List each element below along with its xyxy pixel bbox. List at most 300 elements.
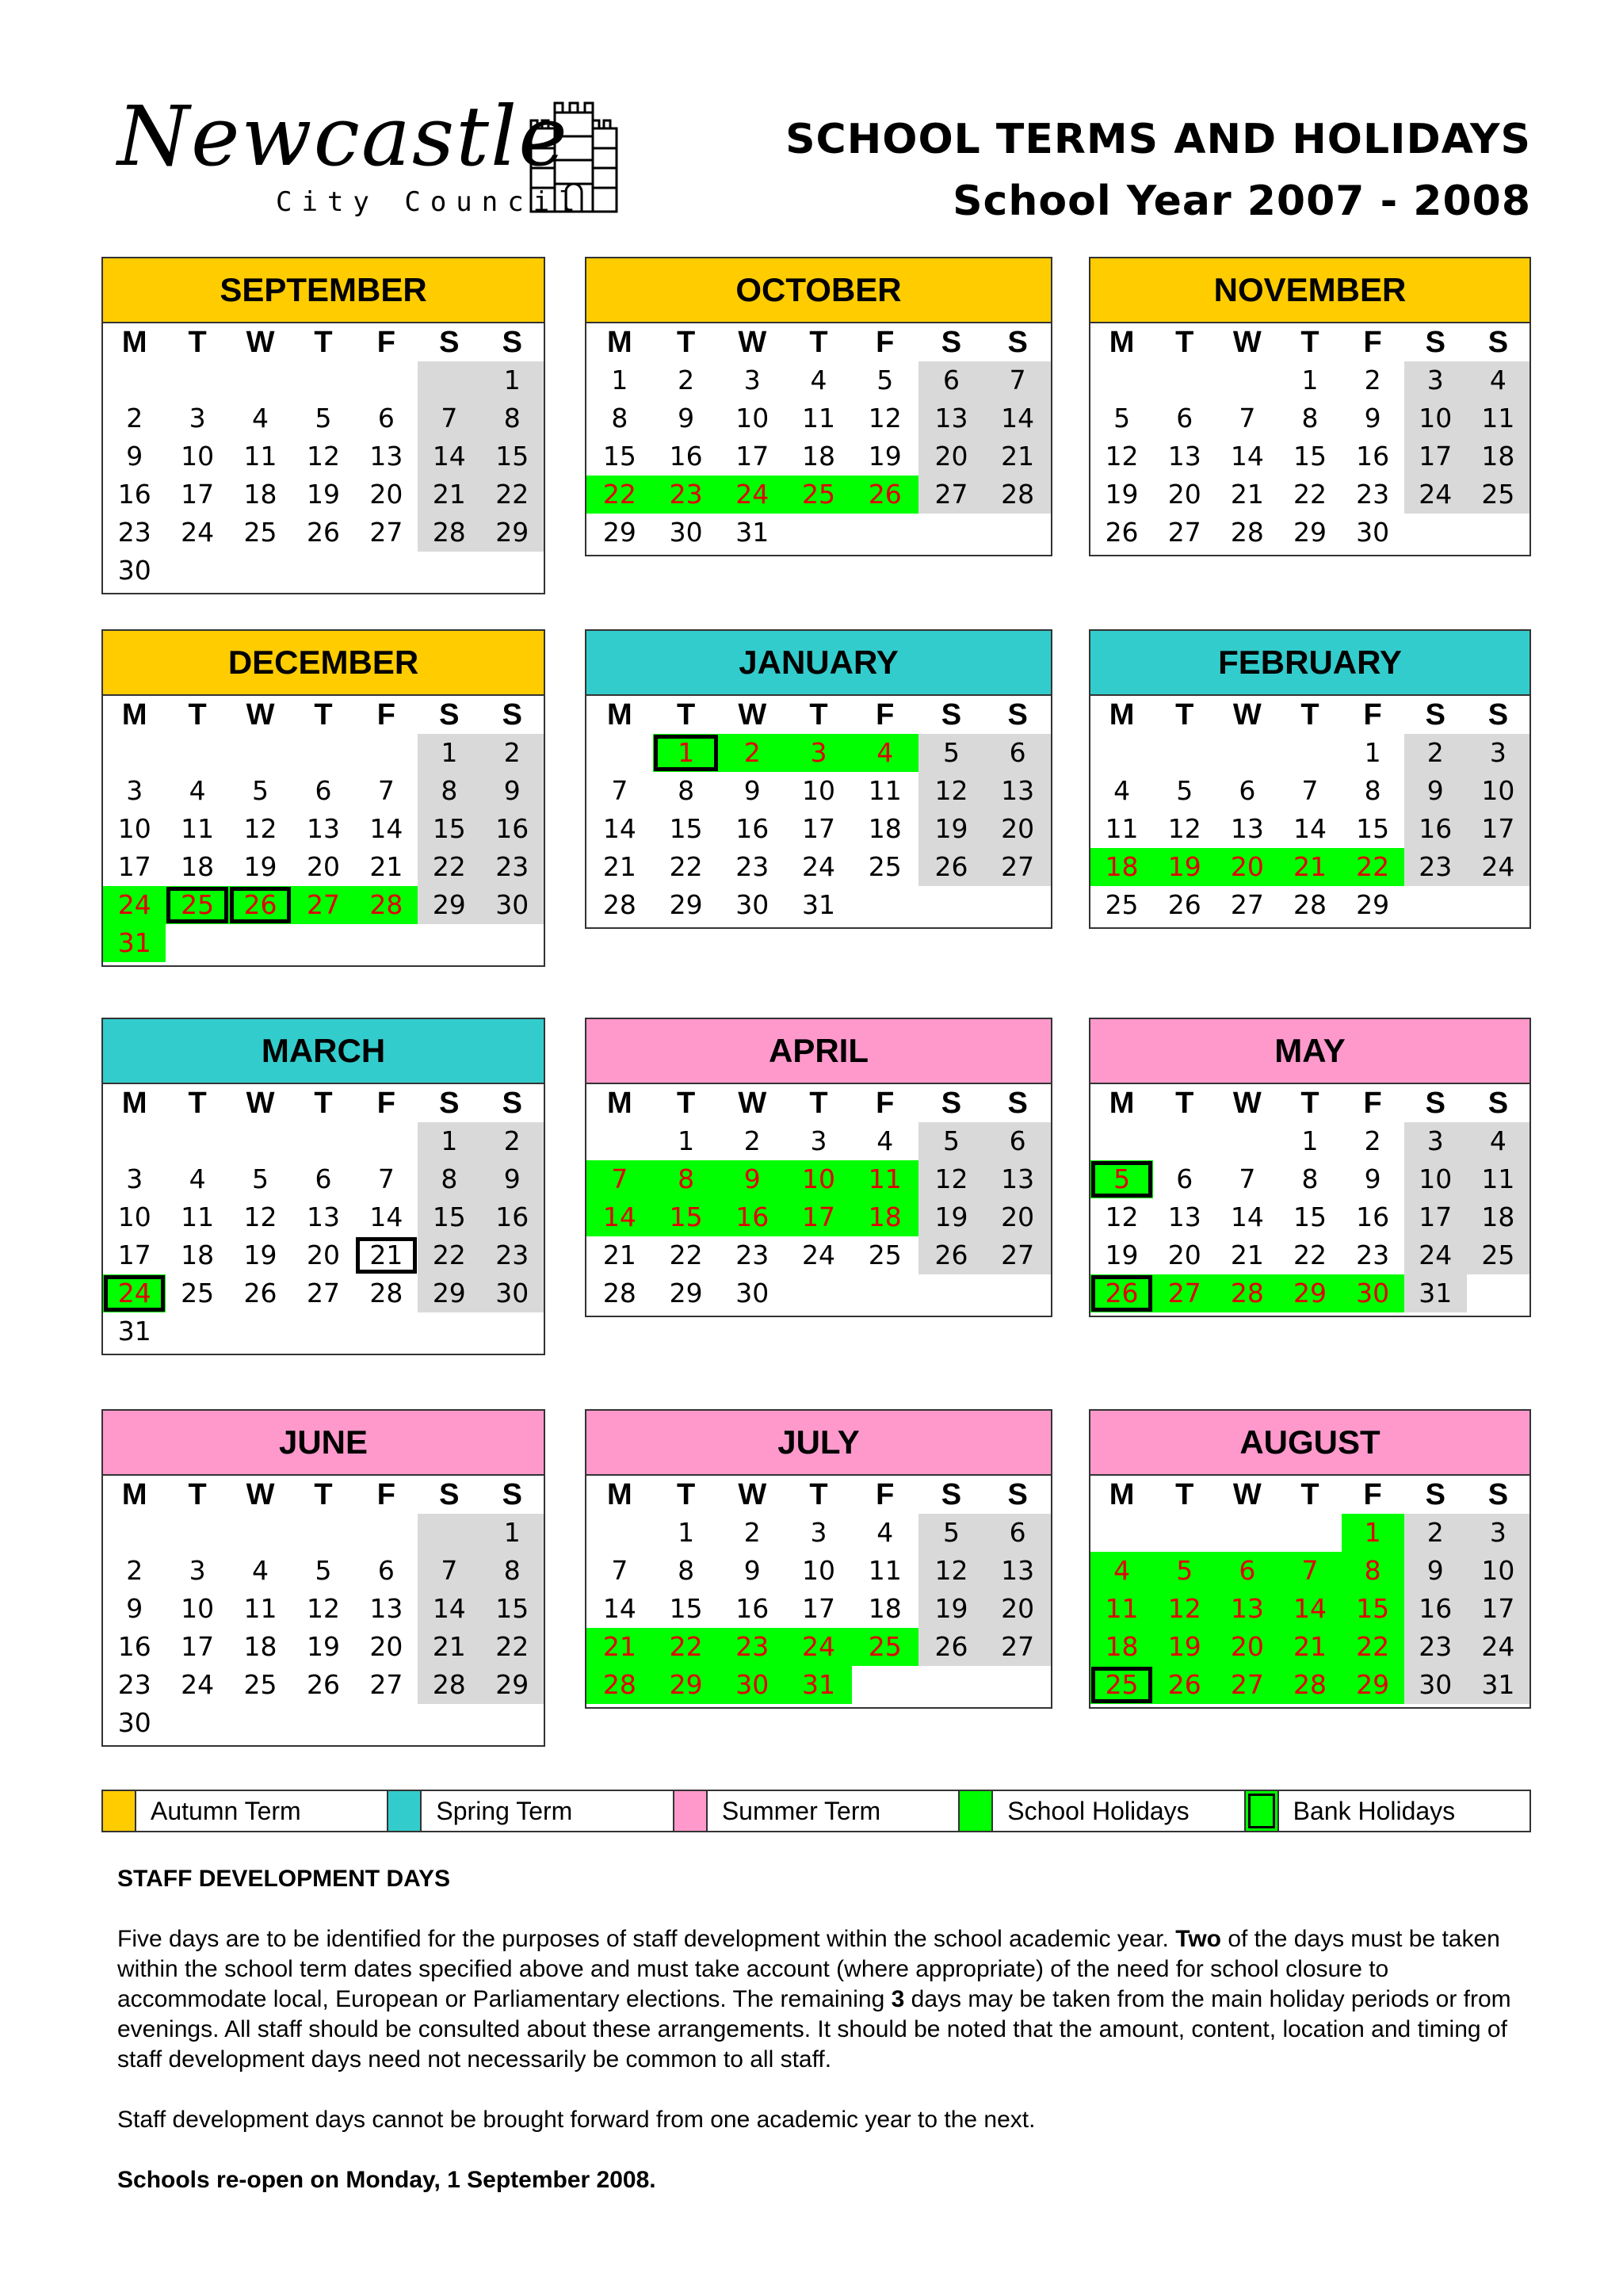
day-cell: 17 [181, 479, 215, 510]
day-cell: 16 [481, 810, 544, 848]
day-cell: 27 [369, 517, 403, 548]
day-cell: 27 [984, 1628, 1051, 1666]
day-cell: 17 [1404, 1198, 1467, 1236]
day-cell: 19 [1105, 1240, 1139, 1270]
day-cell: 23 [481, 848, 544, 886]
day-cell: 11 [852, 1160, 918, 1198]
day-cell: 4 [1467, 361, 1529, 399]
week-row [103, 1704, 544, 1742]
weekday-label: S [1007, 326, 1028, 359]
weekday-label: T [1300, 1478, 1319, 1511]
day-cell: 25 [1090, 1666, 1153, 1704]
day-cell: 2 [1364, 365, 1381, 395]
day-cell: 25 [1467, 476, 1529, 514]
day-cell: 26 [918, 1628, 985, 1666]
day-cell: 21 [586, 1628, 653, 1666]
weekday-label: T [1175, 326, 1194, 359]
weekday-label: W [1232, 326, 1262, 359]
day-cell: 7 [418, 1552, 480, 1590]
day-cell: 10 [735, 403, 769, 434]
day-cell: 29 [1293, 517, 1327, 548]
empty-cell [984, 514, 1051, 552]
day-cell: 31 [1404, 1274, 1467, 1312]
weekday-label: M [121, 698, 147, 732]
day-cell: 17 [785, 1198, 852, 1236]
weekday-label: W [738, 698, 767, 732]
day-cell: 5 [1153, 1552, 1216, 1590]
empty-cell [586, 1514, 653, 1552]
weekday-label: F [376, 1087, 395, 1120]
day-cell: 21 [602, 851, 636, 882]
day-cell: 25 [166, 886, 228, 924]
day-cell: 15 [1293, 441, 1327, 472]
day-cell: 6 [315, 1163, 332, 1194]
weekday-label: S [1007, 1087, 1028, 1120]
day-cell: 20 [984, 1590, 1051, 1628]
day-cell: 21 [602, 1240, 636, 1270]
notes-paragraph-2: Staff development days cannot be brought forward from one academic year to the next. [117, 2107, 1036, 2133]
day-cell: 21 [1230, 479, 1264, 510]
logo-subtitle: City Council [276, 186, 585, 218]
weekday-label: F [876, 1478, 895, 1511]
day-cell: 2 [481, 734, 544, 772]
day-cell: 28 [984, 476, 1051, 514]
day-cell: 12 [306, 441, 340, 472]
weekday-label: S [1007, 1478, 1028, 1511]
day-cell: 13 [369, 441, 403, 472]
day-cell: 28 [1293, 889, 1327, 920]
day-cell: 2 [1404, 1514, 1467, 1552]
day-cell: 14 [602, 1593, 636, 1624]
day-cell: 3 [189, 403, 206, 434]
weekday-label: S [439, 1087, 460, 1120]
day-cell: 7 [984, 361, 1051, 399]
day-cell: 14 [586, 1198, 653, 1236]
day-cell: 27 [1230, 889, 1264, 920]
day-cell: 19 [1153, 1628, 1216, 1666]
day-cell: 20 [369, 1631, 403, 1662]
week-row [586, 399, 1051, 437]
legend-spring: Spring Term [388, 1791, 674, 1831]
day-cell: 1 [418, 734, 480, 772]
logo-wordmark: Newcastle [117, 88, 569, 185]
day-cell: 3 [785, 734, 852, 772]
day-cell: 28 [418, 1666, 480, 1704]
day-cell: 11 [868, 775, 902, 806]
weekday-label: S [941, 1478, 962, 1511]
weekday-label: W [1232, 698, 1262, 732]
weekday-label: S [502, 698, 522, 732]
day-cell: 26 [1090, 1274, 1153, 1312]
day-cell: 27 [984, 848, 1051, 886]
day-cell: 21 [1278, 1628, 1341, 1666]
day-cell: 26 [306, 1669, 340, 1700]
day-cell: 28 [586, 1666, 653, 1704]
weekday-header [1090, 1476, 1529, 1514]
day-cell: 22 [1342, 1628, 1404, 1666]
empty-cell [1467, 514, 1529, 552]
day-cell: 13 [984, 1160, 1051, 1198]
day-cell: 23 [1356, 1240, 1390, 1270]
day-cell: 17 [1404, 437, 1467, 476]
day-cell: 23 [719, 1628, 785, 1666]
day-cell: 25 [868, 1240, 902, 1270]
day-cell: 19 [306, 1631, 340, 1662]
day-cell: 2 [126, 1555, 143, 1586]
day-cell: 27 [1216, 1666, 1278, 1704]
day-cell: 27 [1167, 517, 1201, 548]
week-row [586, 1666, 1051, 1704]
day-cell: 19 [243, 851, 277, 882]
day-cell: 7 [611, 775, 628, 806]
day-cell: 29 [1356, 889, 1390, 920]
week-row [1090, 734, 1529, 772]
day-cell: 10 [181, 441, 215, 472]
week-row [586, 1160, 1051, 1198]
week-row [586, 1274, 1051, 1312]
day-cell: 27 [369, 1669, 403, 1700]
empty-cell [418, 1514, 480, 1552]
day-cell: 25 [181, 1278, 215, 1308]
day-cell: 3 [126, 1163, 143, 1194]
day-cell: 13 [1216, 1590, 1278, 1628]
day-cell: 28 [355, 886, 418, 924]
day-cell: 22 [669, 1240, 703, 1270]
weekday-label: M [1109, 1478, 1135, 1511]
month-february [1089, 629, 1531, 929]
week-row [1090, 399, 1529, 437]
day-cell: 7 [377, 775, 395, 806]
day-cell: 1 [611, 365, 628, 395]
empty-cell [292, 1312, 354, 1350]
month-november [1089, 257, 1531, 556]
weekday-label: F [1363, 1478, 1382, 1511]
day-cell: 28 [369, 1278, 403, 1308]
day-cell: 5 [876, 365, 894, 395]
day-cell: 11 [802, 403, 836, 434]
day-cell: 14 [1230, 1201, 1264, 1232]
day-cell: 12 [1167, 813, 1201, 844]
weekday-label: S [502, 1478, 522, 1511]
weekday-label: F [1363, 1087, 1382, 1120]
empty-cell [1404, 886, 1467, 924]
week-row [1090, 437, 1529, 476]
day-cell: 8 [611, 403, 628, 434]
empty-cell [355, 1514, 418, 1552]
empty-cell [418, 1312, 480, 1350]
weekday-label: W [1232, 1087, 1262, 1120]
week-row [103, 1122, 544, 1160]
day-cell: 21 [355, 1236, 418, 1274]
empty-cell [586, 1122, 653, 1160]
day-cell: 25 [1467, 1236, 1529, 1274]
empty-cell [229, 1514, 292, 1552]
day-cell: 15 [1293, 1201, 1327, 1232]
autumn-swatch [103, 1791, 136, 1831]
day-cell: 15 [669, 1593, 703, 1624]
weekday-label: S [1487, 698, 1509, 732]
empty-cell [292, 1704, 354, 1742]
day-cell: 12 [243, 813, 277, 844]
empty-cell [1467, 1274, 1529, 1312]
empty-cell [785, 1274, 852, 1312]
day-cell: 16 [1356, 441, 1390, 472]
month-july [585, 1409, 1052, 1709]
day-cell: 6 [377, 403, 395, 434]
legend-summer: Summer Term [674, 1791, 960, 1831]
week-row [103, 886, 544, 924]
weekday-label: T [314, 1087, 333, 1120]
day-cell: 31 [735, 517, 769, 548]
month-june [101, 1409, 545, 1747]
weekday-label: T [809, 1478, 828, 1511]
day-cell: 1 [418, 1122, 480, 1160]
empty-cell [229, 1704, 292, 1742]
day-cell: 29 [418, 886, 480, 924]
day-cell: 8 [678, 1555, 695, 1586]
day-cell: 19 [868, 441, 902, 472]
legend-holidays: School Holidays [960, 1791, 1245, 1831]
day-cell: 23 [1404, 1628, 1467, 1666]
day-cell: 30 [719, 1666, 785, 1704]
day-cell: 14 [1278, 1590, 1341, 1628]
day-cell: 5 [918, 1122, 985, 1160]
day-cell: 5 [315, 403, 332, 434]
empty-cell [852, 514, 918, 552]
day-cell: 20 [984, 810, 1051, 848]
day-cell: 17 [117, 1240, 151, 1270]
weekday-label: S [502, 326, 522, 359]
day-cell: 10 [802, 775, 836, 806]
day-cell: 8 [653, 1160, 720, 1198]
day-cell: 21 [418, 1628, 480, 1666]
day-cell: 7 [611, 1555, 628, 1586]
empty-cell [292, 734, 354, 772]
day-cell: 24 [785, 1628, 852, 1666]
weekday-label: F [376, 698, 395, 732]
day-cell: 19 [918, 1198, 985, 1236]
empty-cell [785, 514, 852, 552]
weekday-label: T [1300, 326, 1319, 359]
day-cell: 15 [481, 1590, 544, 1628]
notes-heading: STAFF DEVELOPMENT DAYS [117, 1866, 451, 1892]
day-cell: 30 [481, 886, 544, 924]
day-cell: 25 [852, 1628, 918, 1666]
day-cell: 3 [1404, 361, 1467, 399]
day-cell: 17 [735, 441, 769, 472]
week-row [586, 1628, 1051, 1666]
day-cell: 5 [1090, 1160, 1153, 1198]
day-cell: 26 [229, 886, 292, 924]
week-row [586, 437, 1051, 476]
day-cell: 2 [743, 1517, 761, 1548]
empty-cell [1090, 1514, 1153, 1552]
day-cell: 9 [1364, 1163, 1381, 1194]
day-cell: 28 [1278, 1666, 1341, 1704]
week-row [1090, 810, 1529, 848]
weekday-label: M [121, 1478, 147, 1511]
summer-swatch [674, 1791, 708, 1831]
month-name: OCTOBER [586, 258, 1051, 323]
weekday-header [1090, 696, 1529, 734]
notes-reopen: Schools re-open on Monday, 1 September 2008. [117, 2167, 656, 2193]
empty-cell [481, 552, 544, 590]
week-row [103, 810, 544, 848]
day-cell: 17 [1467, 1590, 1529, 1628]
day-cell: 11 [1090, 1590, 1153, 1628]
day-cell: 23 [735, 851, 769, 882]
month-name: NOVEMBER [1090, 258, 1529, 323]
weekday-label: F [1363, 698, 1382, 732]
day-cell: 23 [1404, 848, 1467, 886]
week-row [103, 1552, 544, 1590]
empty-cell [418, 1704, 480, 1742]
weekday-header [103, 1476, 544, 1514]
week-row [1090, 1122, 1529, 1160]
day-cell: 30 [669, 517, 703, 548]
day-cell: 5 [918, 734, 985, 772]
week-row [103, 848, 544, 886]
day-cell: 23 [481, 1236, 544, 1274]
day-cell: 12 [1105, 441, 1139, 472]
empty-cell [355, 1704, 418, 1742]
week-row [1090, 1590, 1529, 1628]
day-cell: 16 [481, 1198, 544, 1236]
weekday-header [586, 323, 1051, 361]
day-cell: 14 [418, 437, 480, 476]
week-row [103, 437, 544, 476]
weekday-label: T [676, 1478, 696, 1511]
month-name: JANUARY [586, 631, 1051, 696]
empty-cell [1090, 734, 1153, 772]
weekday-label: M [121, 1087, 147, 1120]
day-cell: 16 [1404, 1590, 1467, 1628]
castle-icon [526, 97, 621, 216]
month-name: JUNE [103, 1411, 544, 1476]
day-cell: 1 [1301, 365, 1319, 395]
day-cell: 15 [418, 810, 480, 848]
weekday-header [1090, 1084, 1529, 1122]
week-row [103, 772, 544, 810]
day-cell: 8 [481, 1552, 544, 1590]
weekday-label: S [941, 326, 962, 359]
page-title: SCHOOL TERMS AND HOLIDAYS [785, 116, 1531, 163]
day-cell: 13 [918, 399, 985, 437]
day-cell: 9 [1364, 403, 1381, 434]
day-cell: 6 [1216, 1552, 1278, 1590]
day-cell: 18 [1467, 1198, 1529, 1236]
day-cell: 20 [1167, 479, 1201, 510]
day-cell: 16 [1356, 1201, 1390, 1232]
day-cell: 25 [868, 851, 902, 882]
weekday-label: W [738, 1478, 767, 1511]
day-cell: 12 [918, 1552, 985, 1590]
day-cell: 6 [315, 775, 332, 806]
staff-development-notes [117, 1864, 1520, 2225]
week-row [1090, 1236, 1529, 1274]
day-cell: 15 [1356, 813, 1390, 844]
day-cell: 13 [1167, 441, 1201, 472]
day-cell: 19 [1153, 848, 1216, 886]
day-cell: 2 [719, 734, 785, 772]
day-cell: 7 [1301, 775, 1319, 806]
day-cell: 10 [1404, 1160, 1467, 1198]
weekday-label: S [1487, 326, 1509, 359]
week-row [586, 1236, 1051, 1274]
empty-cell [166, 734, 228, 772]
week-row [103, 361, 544, 399]
empty-cell [1216, 734, 1278, 772]
day-cell: 29 [669, 1278, 703, 1308]
empty-cell [292, 1122, 354, 1160]
day-cell: 6 [918, 361, 985, 399]
empty-cell [418, 361, 480, 399]
weekday-label: M [607, 1478, 632, 1511]
week-row [1090, 1628, 1529, 1666]
day-cell: 9 [126, 441, 143, 472]
day-cell: 5 [315, 1555, 332, 1586]
day-cell: 1 [481, 361, 544, 399]
day-cell: 20 [918, 437, 985, 476]
week-row [586, 772, 1051, 810]
day-cell: 11 [243, 1593, 277, 1624]
empty-cell [355, 1312, 418, 1350]
day-cell: 6 [377, 1555, 395, 1586]
empty-cell [166, 1514, 228, 1552]
day-cell: 27 [984, 1236, 1051, 1274]
day-cell: 18 [1090, 848, 1153, 886]
day-cell: 19 [306, 479, 340, 510]
day-cell: 4 [852, 734, 918, 772]
weekday-label: F [876, 326, 895, 359]
day-cell: 12 [868, 403, 902, 434]
spring-swatch [388, 1791, 422, 1831]
day-cell: 12 [1153, 1590, 1216, 1628]
day-cell: 30 [1342, 1274, 1404, 1312]
empty-cell [918, 1666, 985, 1704]
day-cell: 11 [243, 441, 277, 472]
day-cell: 31 [785, 1666, 852, 1704]
day-cell: 22 [1293, 1240, 1327, 1270]
day-cell: 11 [868, 1555, 902, 1586]
day-cell: 20 [369, 479, 403, 510]
week-row [586, 734, 1051, 772]
week-row [1090, 514, 1529, 552]
day-cell: 7 [1239, 403, 1256, 434]
day-cell: 12 [1105, 1201, 1139, 1232]
day-cell: 3 [743, 365, 761, 395]
day-cell: 8 [418, 772, 480, 810]
day-cell: 24 [719, 476, 785, 514]
day-cell: 21 [369, 851, 403, 882]
day-cell: 23 [1356, 479, 1390, 510]
day-cell: 14 [1230, 441, 1264, 472]
day-cell: 26 [306, 517, 340, 548]
day-cell: 15 [653, 1198, 720, 1236]
week-row [103, 476, 544, 514]
day-cell: 25 [1105, 889, 1139, 920]
day-cell: 13 [306, 813, 340, 844]
day-cell: 29 [481, 1666, 544, 1704]
day-cell: 18 [181, 1240, 215, 1270]
day-cell: 10 [785, 1160, 852, 1198]
day-cell: 20 [984, 1198, 1051, 1236]
day-cell: 22 [653, 1628, 720, 1666]
day-cell: 17 [802, 1593, 836, 1624]
day-cell: 26 [1105, 517, 1139, 548]
day-cell: 30 [481, 1274, 544, 1312]
week-row [103, 734, 544, 772]
